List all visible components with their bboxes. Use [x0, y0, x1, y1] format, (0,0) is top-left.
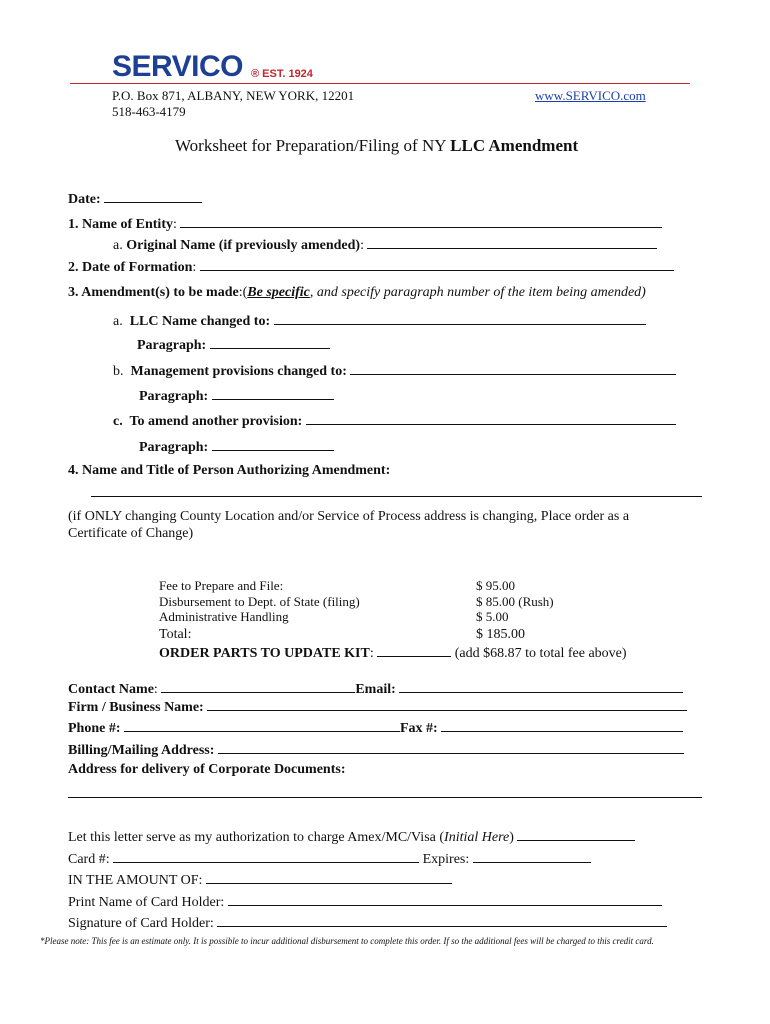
- kit-label: ORDER PARTS TO UPDATE KIT: [159, 646, 370, 661]
- kit-field[interactable]: [377, 644, 451, 657]
- phone-label: Phone #:: [68, 721, 121, 736]
- delivery-field[interactable]: [68, 797, 702, 798]
- card-label: Card #:: [68, 852, 110, 867]
- fax-label: Fax #:: [400, 721, 438, 736]
- fax-field[interactable]: [441, 719, 683, 732]
- print-name-field[interactable]: [228, 893, 662, 906]
- card-number-field[interactable]: [113, 850, 419, 863]
- amendments-row: [68, 285, 646, 301]
- llc-name-field[interactable]: [274, 312, 646, 325]
- date-field[interactable]: [104, 190, 202, 203]
- authorization-row: [68, 828, 635, 846]
- print-name-row: [68, 893, 662, 911]
- header-rule: [70, 83, 690, 84]
- llc-name-row: [113, 312, 646, 330]
- authorizing-label: 4. Name and Title of Person Authorizing Amendment:: [68, 463, 391, 478]
- management-field[interactable]: [350, 362, 676, 375]
- fee-row-amount-prepare: $ 95.00: [476, 578, 515, 593]
- signature-row: [68, 914, 667, 932]
- other-provision-field[interactable]: [306, 412, 676, 425]
- paragraph-a-field[interactable]: [210, 336, 330, 349]
- fee-total-label: Total:: [159, 627, 192, 642]
- firm-row: [68, 698, 687, 716]
- paragraph-b-row: [139, 387, 334, 405]
- fee-row-label-prepare: Fee to Prepare and File:: [159, 578, 284, 593]
- paragraph-a-row: [137, 336, 330, 354]
- page-title: [175, 136, 578, 156]
- paragraph-c-field[interactable]: [212, 438, 334, 451]
- title-bold: LLC Amendment: [450, 136, 579, 155]
- llc-name-label: LLC Name changed to:: [129, 314, 271, 329]
- phone-field[interactable]: [124, 719, 400, 732]
- authorizing-field[interactable]: [91, 496, 702, 497]
- logo-established: ® EST. 1924: [251, 68, 313, 80]
- email-field[interactable]: [399, 680, 683, 693]
- management-label: Management provisions changed to:: [130, 364, 347, 379]
- formation-row: 2. Date of Formation:: [68, 258, 674, 276]
- billing-field[interactable]: [218, 741, 684, 754]
- fee-total-amount: $ 185.00: [476, 627, 525, 642]
- paragraph-c-row: [139, 438, 334, 456]
- original-name-marker: a.: [113, 238, 123, 253]
- fee-row-label-handling: Administrative Handling: [159, 609, 289, 624]
- amount-field[interactable]: [206, 871, 452, 884]
- firm-label: Firm / Business Name:: [68, 700, 204, 715]
- authorization-close: ): [509, 830, 514, 845]
- company-logo: SERVICO: [112, 50, 243, 83]
- fee-row-amount-handling: $ 5.00: [476, 609, 509, 624]
- management-row: [113, 362, 676, 380]
- paragraph-b-label: Paragraph:: [139, 389, 209, 404]
- phone-fax-row: [68, 719, 683, 737]
- firm-field[interactable]: [207, 698, 687, 711]
- other-provision-row: [113, 412, 676, 430]
- kit-colon: :: [369, 646, 374, 661]
- contact-row: Contact Name: Email:: [68, 680, 683, 698]
- amount-row: [68, 871, 452, 889]
- county-note-line-2: Certificate of Change): [68, 526, 194, 541]
- paragraph-b-field[interactable]: [212, 387, 334, 400]
- llc-name-marker: a.: [113, 314, 123, 329]
- amendments-instruction: , and specify paragraph number of the item being amended): [309, 285, 646, 300]
- billing-label: Billing/Mailing Address:: [68, 743, 215, 758]
- authorization-text: Let this letter serve as my authorization to charge Amex/MC/Visa (: [68, 830, 445, 845]
- title-prefix: Worksheet for Preparation/Filing of NY: [175, 136, 451, 155]
- fee-row-amount-disbursement: $ 85.00 (Rush): [476, 594, 554, 609]
- formation-field[interactable]: [200, 258, 674, 271]
- signature-label: Signature of Card Holder:: [68, 916, 214, 931]
- amendments-specific: Be specific: [247, 285, 310, 300]
- delivery-label: Address for delivery of Corporate Documents:: [68, 762, 346, 777]
- original-name-row: a. Original Name (if previously amended):: [113, 236, 657, 254]
- entity-row: 1. Name of Entity:: [68, 215, 662, 233]
- amount-label: IN THE AMOUNT OF:: [68, 873, 203, 888]
- paragraph-c-label: Paragraph:: [139, 440, 209, 455]
- card-row: [68, 850, 591, 868]
- initial-field[interactable]: [517, 828, 635, 841]
- signature-field[interactable]: [217, 914, 667, 927]
- billing-row: [68, 741, 684, 759]
- contact-name-label: Contact Name: [68, 682, 154, 697]
- county-note-line-1: (if ONLY changing County Location and/or Service of Process address is changing, Place order as a: [68, 509, 630, 524]
- email-label: Email:: [355, 682, 396, 697]
- company-website-link[interactable]: www.SERVICO.com: [535, 88, 646, 103]
- expires-label: Expires:: [422, 852, 470, 867]
- original-name-field[interactable]: [367, 236, 657, 249]
- company-phone: 518-463-4179: [112, 104, 186, 119]
- entity-field[interactable]: [180, 215, 662, 228]
- date-row: [68, 190, 202, 208]
- amendments-label: 3. Amendment(s) to be made: [68, 285, 239, 300]
- original-name-label: Original Name (if previously amended): [126, 238, 361, 253]
- print-name-label: Print Name of Card Holder:: [68, 895, 225, 910]
- expires-field[interactable]: [473, 850, 591, 863]
- paragraph-a-label: Paragraph:: [137, 338, 207, 353]
- amendments-open: :(: [238, 285, 248, 300]
- kit-note: (add $68.87 to total fee above): [454, 646, 627, 661]
- authorization-initial-label: Initial Here: [444, 830, 510, 845]
- footnote: *Please note: This fee is an estimate only. It is possible to incur additional disbursement to complete this order. If so the additional fees will be charged to this credit card.: [40, 936, 654, 946]
- contact-name-field[interactable]: [161, 680, 355, 693]
- entity-label: 1. Name of Entity: [68, 217, 173, 232]
- kit-row: [159, 644, 627, 662]
- other-provision-marker: c.: [113, 414, 123, 429]
- date-label: Date:: [68, 192, 101, 207]
- fee-row-label-disbursement: Disbursement to Dept. of State (filing): [159, 594, 360, 609]
- formation-label: 2. Date of Formation: [68, 260, 193, 275]
- management-marker: b.: [113, 364, 124, 379]
- company-address: P.O. Box 871, ALBANY, NEW YORK, 12201: [112, 88, 355, 103]
- other-provision-label: To amend another provision:: [129, 414, 303, 429]
